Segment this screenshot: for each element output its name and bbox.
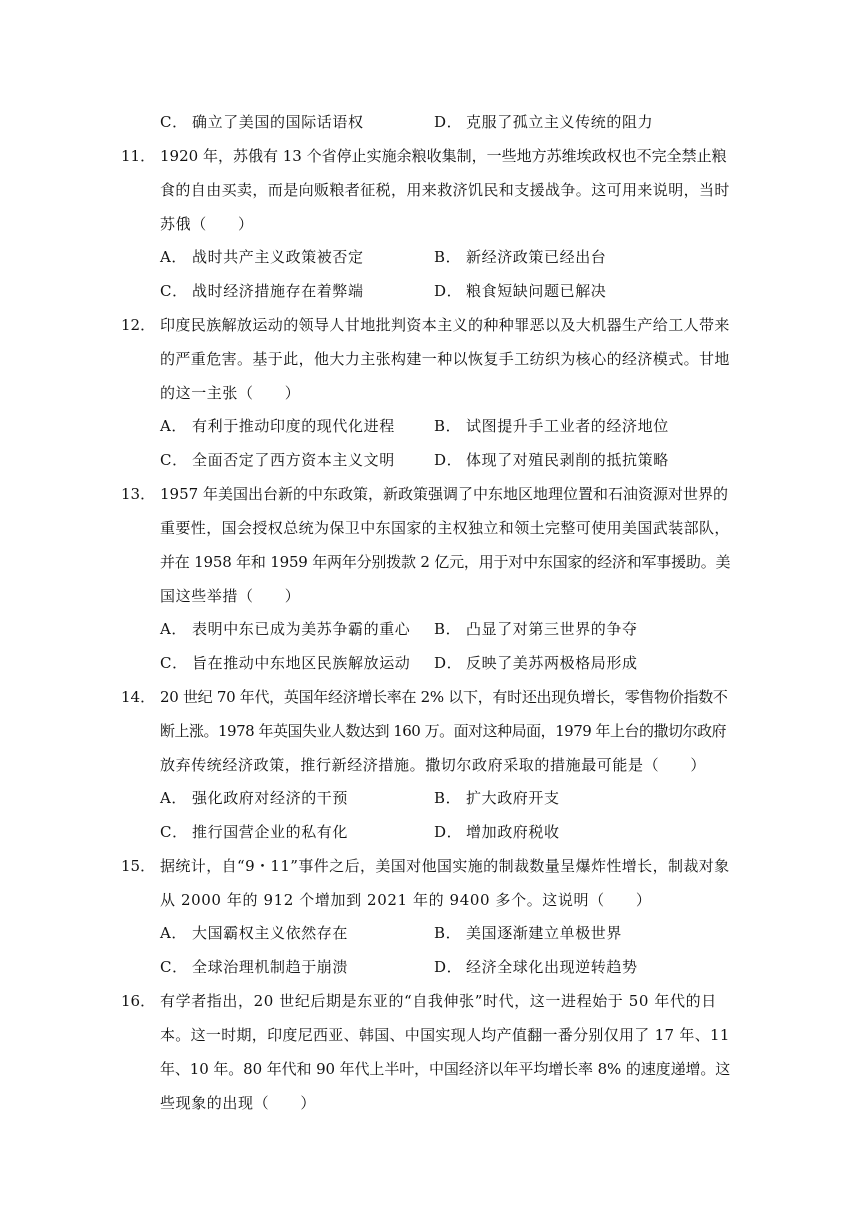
option-text: 试图提升手工业者的经济地位 bbox=[466, 417, 669, 435]
q12-option-a bbox=[160, 416, 395, 436]
option-letter: C． bbox=[160, 654, 188, 672]
option-letter: A． bbox=[160, 248, 188, 266]
q14-option-b bbox=[434, 788, 560, 808]
q13-stem-line: 并在 1958 年和 1959 年两年分别拨款 2 亿元，用于对中东国家的经济和军事援助。美 bbox=[160, 553, 731, 571]
option-letter: D． bbox=[434, 958, 463, 976]
q12-stem-line: 的严重危害。基于此，他大力主张构建一种以恢复手工纺织为核心的经济模式。甘地 bbox=[160, 350, 730, 368]
option-letter: B． bbox=[434, 789, 462, 807]
q14-option-d bbox=[434, 822, 560, 842]
option-letter: B． bbox=[434, 620, 462, 638]
option-text: 增加政府税收 bbox=[466, 823, 560, 841]
q15-number: 15． bbox=[121, 857, 156, 875]
q15-option-d bbox=[434, 957, 638, 977]
option-text: 克服了孤立主义传统的阻力 bbox=[466, 113, 654, 131]
q13-stem-line: 重要性，国会授权总统为保卫中东国家的主权独立和领土完整可使用美国武装部队， bbox=[160, 519, 730, 537]
option-letter: C． bbox=[160, 823, 188, 841]
q15-stem-line: 据统计，自“9・11”事件之后，美国对他国实施的制裁数量呈爆炸性增长，制裁对象 bbox=[160, 857, 730, 875]
option-letter: A． bbox=[160, 417, 188, 435]
option-letter: A． bbox=[160, 789, 188, 807]
q10-option-c bbox=[160, 112, 364, 132]
q11-option-b bbox=[434, 247, 606, 267]
option-letter: D． bbox=[434, 451, 463, 469]
q13-option-c bbox=[160, 653, 410, 673]
q11-stem-line: 苏俄（ ） bbox=[160, 215, 254, 233]
option-text: 全球治理机制趋于崩溃 bbox=[192, 958, 349, 976]
option-letter: A． bbox=[160, 620, 188, 638]
q13-option-a bbox=[160, 619, 410, 639]
option-text: 粮食短缺问题已解决 bbox=[466, 282, 607, 300]
q13-option-b bbox=[434, 619, 638, 639]
option-letter: B． bbox=[434, 417, 462, 435]
q14-option-a bbox=[160, 788, 348, 808]
q15-stem-line: 从 2000 年的 912 个增加到 2021 年的 9400 多个。这说明（ ） bbox=[160, 891, 652, 909]
option-text: 战时经济措施存在着弊端 bbox=[192, 282, 364, 300]
q15-option-b bbox=[434, 923, 622, 943]
option-text: 旨在推动中东地区民族解放运动 bbox=[192, 654, 411, 672]
q13-number: 13． bbox=[121, 485, 156, 503]
option-text: 扩大政府开支 bbox=[466, 789, 560, 807]
option-text: 体现了对殖民剥削的抵抗策略 bbox=[466, 451, 669, 469]
q16-stem-line: 本。这一时期，印度尼西亚、韩国、中国实现人均产值翻一番分别仅用了 17 年、11 bbox=[160, 1026, 730, 1044]
q12-option-d bbox=[434, 450, 669, 470]
option-letter: D． bbox=[434, 113, 463, 131]
option-letter: C． bbox=[160, 113, 188, 131]
q11-number: 11． bbox=[121, 147, 156, 165]
q14-stem-line: 断上涨。1978 年英国失业人数达到 160 万。面对这种局面，1979 年上台的撒切尔政府 bbox=[160, 722, 727, 740]
option-text: 新经济政策已经出台 bbox=[466, 248, 607, 266]
option-text: 经济全球化出现逆转趋势 bbox=[466, 958, 638, 976]
q12-stem-line: 的这一主张（ ） bbox=[160, 384, 301, 402]
option-text: 有利于推动印度的现代化进程 bbox=[192, 417, 395, 435]
q10-option-d bbox=[434, 112, 653, 132]
option-text: 全面否定了西方资本主义文明 bbox=[192, 451, 395, 469]
q11-stem-line: 1920 年，苏俄有 13 个省停止实施余粮收集制，一些地方苏维埃政权也不完全禁止粮 bbox=[160, 147, 727, 165]
option-letter: B． bbox=[434, 924, 462, 942]
q14-number: 14． bbox=[121, 688, 156, 706]
q13-option-d bbox=[434, 653, 638, 673]
option-text: 美国逐渐建立单极世界 bbox=[466, 924, 623, 942]
q11-stem-line: 食的自由买卖，而是向贩粮者征税，用来救济饥民和支援战争。这可用来说明，当时 bbox=[160, 181, 730, 199]
q16-stem-line: 有学者指出，20 世纪后期是东亚的“自我伸张”时代，这一进程始于 50 年代的日 bbox=[160, 992, 717, 1010]
q15-option-a bbox=[160, 923, 348, 943]
option-text: 大国霸权主义依然存在 bbox=[192, 924, 349, 942]
option-text: 凸显了对第三世界的争夺 bbox=[466, 620, 638, 638]
option-letter: C． bbox=[160, 451, 188, 469]
option-letter: C． bbox=[160, 958, 188, 976]
option-text: 强化政府对经济的干预 bbox=[192, 789, 349, 807]
q12-stem-line: 印度民族解放运动的领导人甘地批判资本主义的种种罪恶以及大机器生产给工人带来 bbox=[160, 316, 730, 334]
option-letter: C． bbox=[160, 282, 188, 300]
q14-option-c bbox=[160, 822, 348, 842]
option-letter: D． bbox=[434, 654, 463, 672]
option-text: 战时共产主义政策被否定 bbox=[192, 248, 364, 266]
option-text: 推行国营企业的私有化 bbox=[192, 823, 349, 841]
option-letter: D． bbox=[434, 823, 463, 841]
q14-stem-line: 20 世纪 70 年代，英国年经济增长率在 2% 以下，有时还出现负增长，零售物价指数不 bbox=[160, 688, 728, 706]
q12-option-c bbox=[160, 450, 395, 470]
q12-number: 12． bbox=[121, 316, 156, 334]
q11-option-a bbox=[160, 247, 364, 267]
q16-stem-line: 些现象的出现（ ） bbox=[160, 1094, 317, 1112]
q16-number: 16． bbox=[121, 992, 156, 1010]
option-letter: D． bbox=[434, 282, 463, 300]
q16-stem-line: 年、10 年。80 年代和 90 年代上半叶，中国经济以年平均增长率 8% 的速度递增。这 bbox=[160, 1060, 731, 1078]
q14-stem-line: 放弃传统经济政策，推行新经济措施。撒切尔政府采取的措施最可能是（ ） bbox=[160, 756, 707, 774]
q13-stem-line: 国这些举措（ ） bbox=[160, 587, 301, 605]
option-text: 确立了美国的国际话语权 bbox=[192, 113, 364, 131]
q13-stem-line: 1957 年美国出台新的中东政策，新政策强调了中东地区地理位置和石油资源对世界的 bbox=[160, 485, 728, 503]
option-letter: B． bbox=[434, 248, 462, 266]
q15-option-c bbox=[160, 957, 348, 977]
option-text: 反映了美苏两极格局形成 bbox=[466, 654, 638, 672]
q12-option-b bbox=[434, 416, 669, 436]
q11-option-c bbox=[160, 281, 364, 301]
option-text: 表明中东已成为美苏争霸的重心 bbox=[192, 620, 411, 638]
option-letter: A． bbox=[160, 924, 188, 942]
q11-option-d bbox=[434, 281, 606, 301]
